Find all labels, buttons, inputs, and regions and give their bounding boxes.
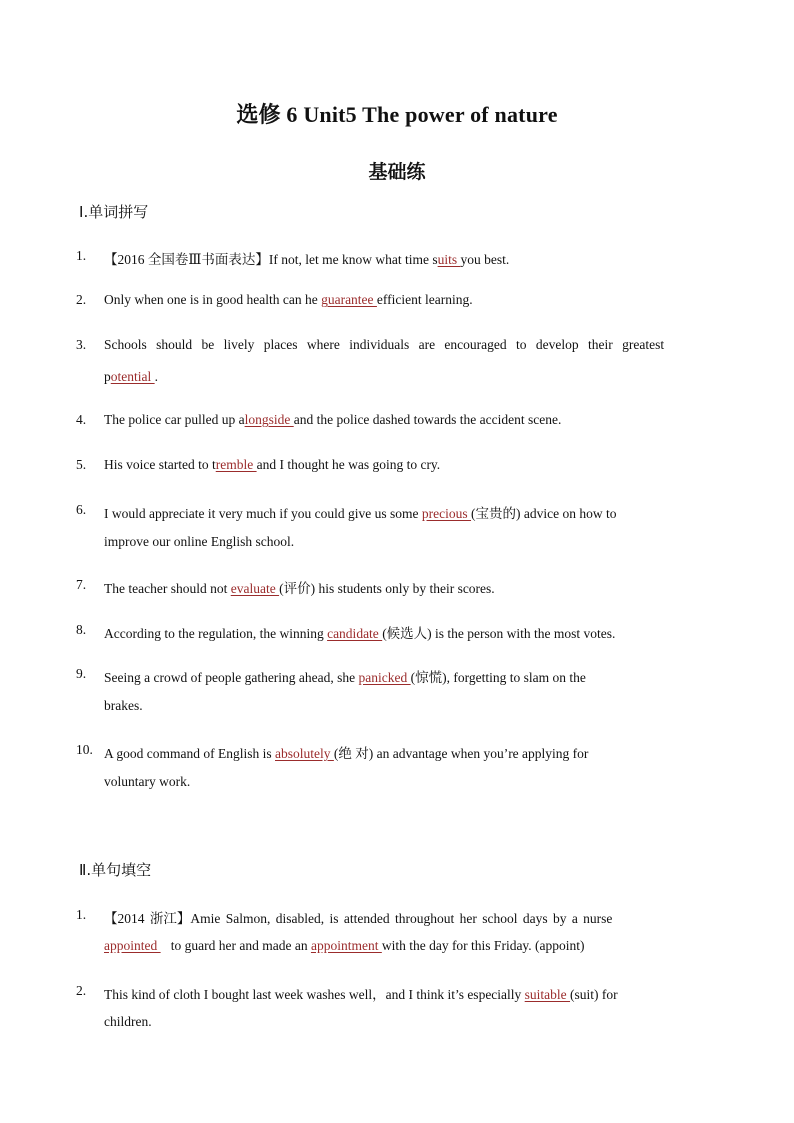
section-roman: Ⅰ — [79, 205, 84, 221]
item-line — [104, 248, 716, 268]
item-number: 5. — [76, 457, 87, 472]
item-text: and I thought he was going to cry. — [256, 457, 441, 472]
item-text: I would appreciate it very much if you could give us some — [104, 506, 422, 521]
item-text: The police car pulled up a — [104, 412, 245, 427]
item-number: 1. — [76, 907, 87, 922]
item-line — [104, 666, 716, 686]
item-number: 4. — [76, 412, 87, 427]
item-text: p — [104, 369, 111, 384]
item-text: brakes. — [104, 698, 143, 713]
item-text: (候选人) is the person with the most votes. — [382, 626, 616, 641]
item-line — [104, 698, 716, 714]
item-text: This kind of cloth I bought last week washes well，and I think it’s especially — [104, 987, 525, 1002]
answer-blank: otential — [110, 369, 155, 384]
item-text: and the police dashed towards the accident scene. — [293, 412, 562, 427]
item-line — [104, 983, 716, 1003]
item-line — [104, 369, 716, 385]
item-line — [104, 502, 716, 522]
item-text: . — [154, 369, 158, 384]
page-title: 选修 6 Unit5 The power of nature — [236, 102, 558, 127]
answer-blank: appointed — [104, 938, 161, 953]
item-number: 2. — [76, 983, 87, 998]
answer-blank: remble — [215, 457, 257, 472]
section-roman: Ⅱ — [79, 863, 87, 879]
item-text: improve our online English school. — [104, 534, 295, 549]
answer-blank: uits — [437, 252, 461, 267]
item-number: 9. — [76, 666, 87, 681]
item-text: Seeing a crowd of people gathering ahead, she — [104, 670, 359, 685]
answer-blank: longside — [244, 412, 294, 427]
item-line — [104, 337, 716, 353]
answer-blank: appointment — [310, 938, 382, 953]
item-text: (宝贵的) advice on how to — [471, 506, 617, 521]
item-number: 6. — [76, 502, 87, 517]
item-text: children. — [104, 1014, 152, 1029]
item-line — [104, 412, 716, 428]
item-number: 7. — [76, 577, 87, 592]
answer-blank: candidate — [327, 626, 383, 641]
item-text: with the day for this Friday. (appoint) — [381, 938, 585, 953]
answer-blank: guarantee — [321, 292, 377, 307]
item-text: voluntary work. — [104, 774, 191, 789]
item-text: (惊慌), forgetting to slam on the — [410, 670, 586, 685]
item-text: (评价) his students only by their scores. — [279, 581, 495, 596]
item-text: Schools should be lively places where individuals are encouraged to develop their greatest — [104, 337, 665, 352]
item-text: Only when one is in good health can he — [104, 292, 322, 307]
item-number: 8. — [76, 622, 87, 637]
section-heading-1 — [79, 201, 148, 222]
item-number: 1. — [76, 248, 87, 263]
section-label: .单词拼写 — [83, 203, 149, 221]
item-line — [104, 742, 716, 762]
item-line — [104, 907, 716, 927]
item-text: His voice started to t — [104, 457, 216, 472]
item-text: The teacher should not — [104, 581, 231, 596]
item-line — [104, 622, 716, 642]
answer-blank: suitable — [524, 987, 571, 1002]
item-text: 【2016 全国卷Ⅲ书面表达】If not, let me know what time s — [104, 252, 438, 267]
item-text: to guard her and made an — [160, 938, 311, 953]
answer-blank: panicked — [358, 670, 411, 685]
item-text: According to the regulation, the winning — [104, 626, 328, 641]
item-line — [104, 577, 716, 597]
item-number: 10. — [76, 742, 93, 757]
answer-blank: absolutely — [275, 746, 334, 761]
answer-blank: evaluate — [230, 581, 280, 596]
item-number: 3. — [76, 337, 87, 352]
item-text: you best. — [460, 252, 510, 267]
item-line — [104, 1014, 716, 1030]
answer-blank: precious — [421, 506, 472, 521]
item-text: (suit) for — [570, 987, 618, 1002]
item-line — [104, 938, 716, 954]
item-line — [104, 774, 716, 790]
page-subtitle: 基础练 — [368, 161, 426, 183]
section-heading-2 — [79, 859, 151, 880]
item-number: 2. — [76, 292, 87, 307]
item-text: efficient learning. — [376, 292, 473, 307]
item-text: 【2014 浙江】Amie Salmon, disabled, is attended throughout her school days by a nurse — [104, 911, 613, 926]
item-line — [104, 534, 716, 550]
item-line — [104, 292, 716, 308]
item-text: A good command of English is — [104, 746, 275, 761]
item-line — [104, 457, 716, 473]
item-text: (绝 对) an advantage when you’re applying for — [333, 746, 589, 761]
section-label: .单句填空 — [86, 861, 152, 879]
